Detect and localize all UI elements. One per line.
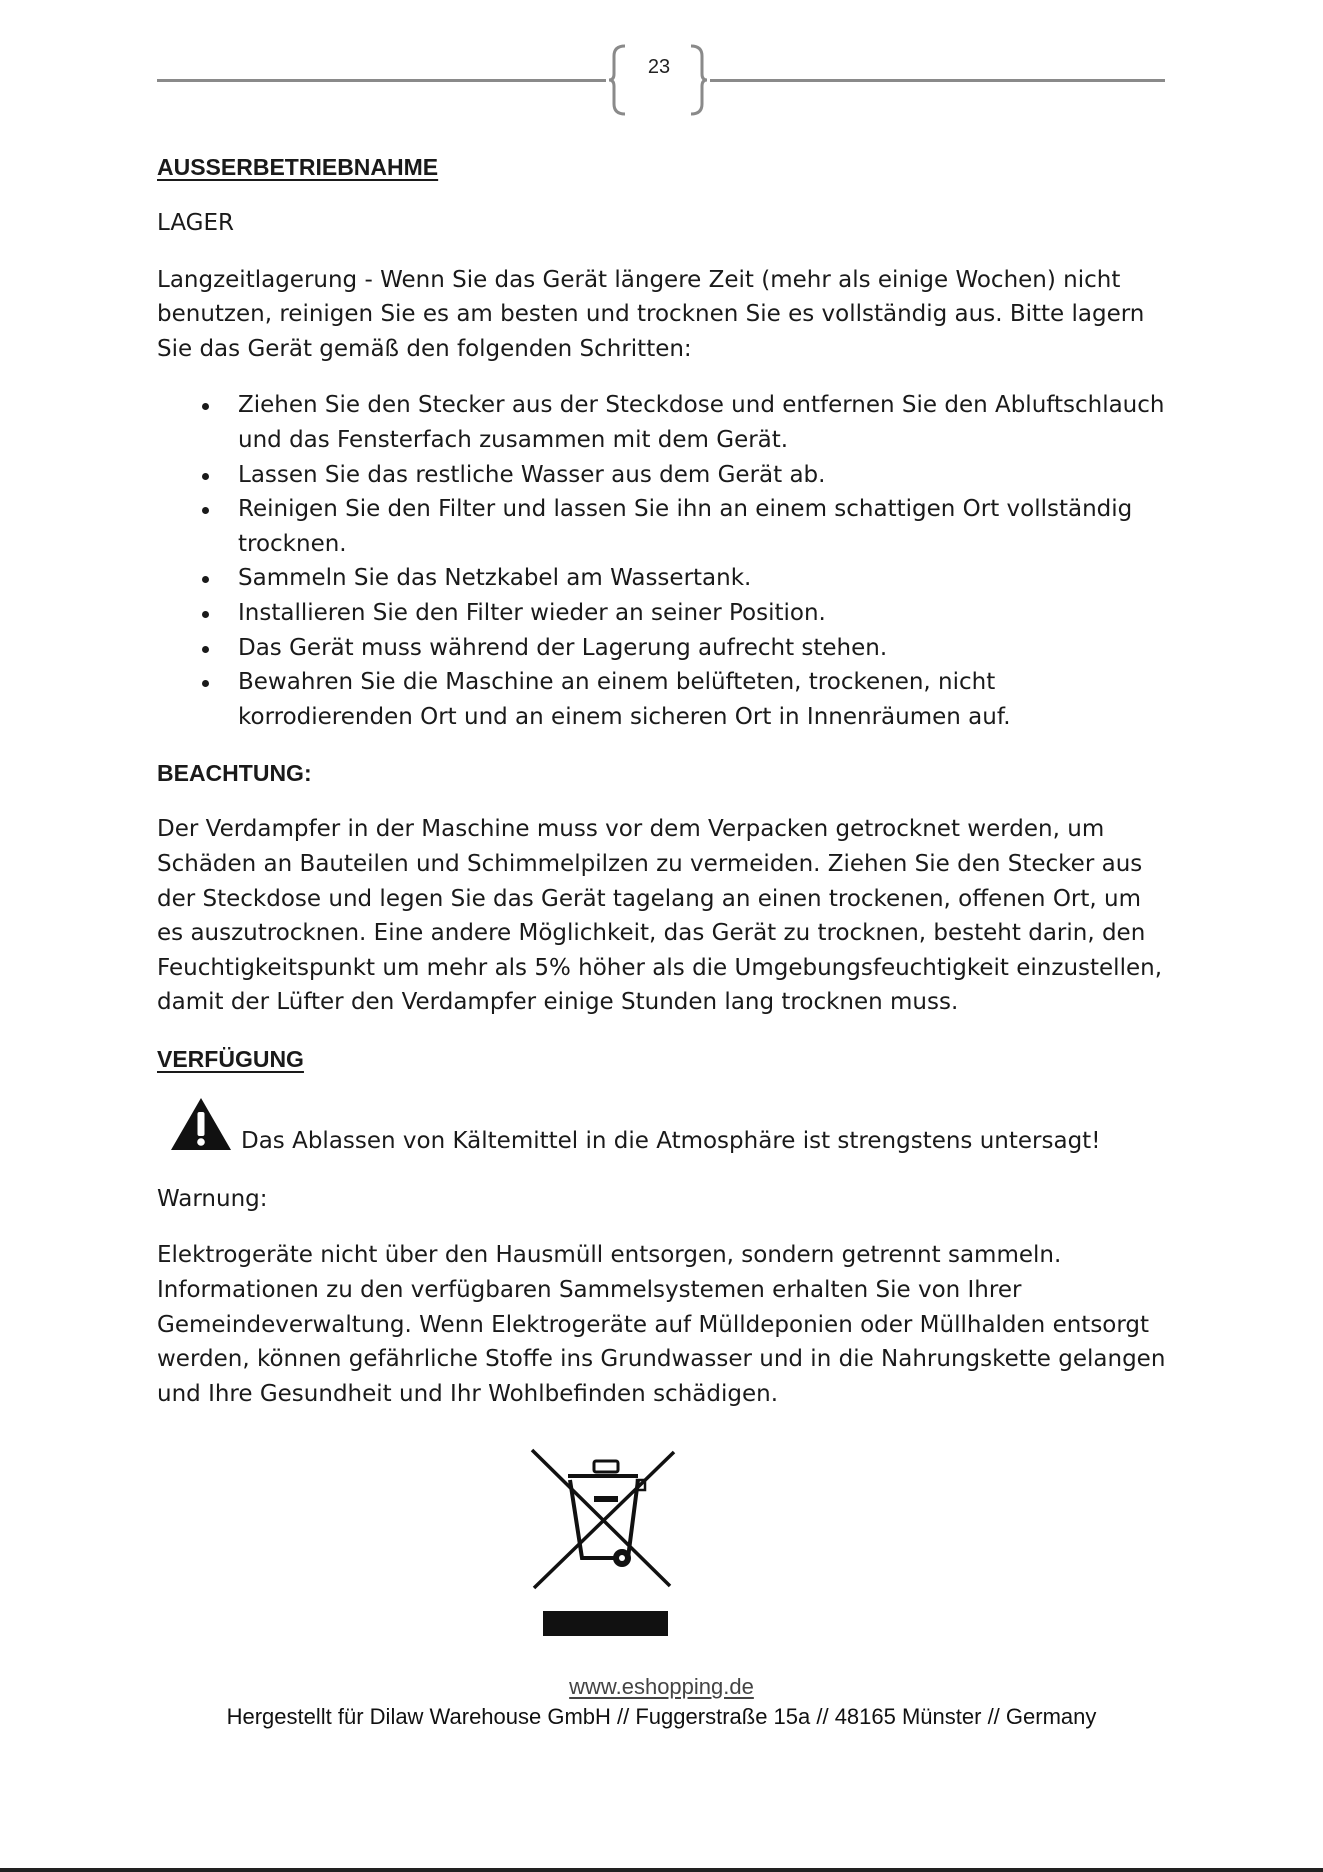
list-item: Ziehen Sie den Stecker aus der Steckdose und entfernen Sie den Abluftschlauch und das Fensterfach zusammen mit dem Gerät. xyxy=(157,388,1167,457)
disposal-heading: VERFÜGUNG xyxy=(157,1045,304,1072)
list-item: Das Gerät muss während der Lagerung aufrecht stehen. xyxy=(157,631,1167,666)
header-rule-left xyxy=(157,79,606,82)
disposal-text: Elektrogeräte nicht über den Hausmüll entsorgen, sondern getrennt sammeln. Informationen zu den verfügbaren Sammelsystemen erhalten Sie von Ihrer Gemeindeverwaltung. Wenn Elektrogeräte auf Mülldeponien oder Müllhalden entsorgt werden, können gefährliche Stoffe ins Grundwasser und in die Nahrungskette gelangen und Ihre Gesundheit und Ihr Wohlbefinden schädigen. xyxy=(157,1242,1166,1407)
bullet-icon xyxy=(202,611,209,618)
right-brace-icon xyxy=(688,44,708,116)
bullet-icon xyxy=(202,403,209,410)
header-rule-right xyxy=(710,79,1165,82)
bullet-icon xyxy=(202,473,209,480)
warning-triangle-icon xyxy=(169,1096,233,1152)
refrigerant-warning-text: Das Ablassen von Kältemittel in die Atmosphäre ist strengstens untersagt! xyxy=(241,1127,1101,1154)
note-text: Der Verdampfer in der Maschine muss vor dem Verpacken getrocknet werden, um Schäden an Bauteilen und Schimmelpilzen zu vermeiden. Ziehen Sie den Stecker aus der Steckdose und legen Sie das Gerät tagelang an einen trockenen, offenen Ort, um es auszutrocknen. Eine andere Möglichkeit, das Gerät zu trocknen, besteht darin, den Feuchtigkeitspunkt um mehr als 5% höher als die Umgebungsfeuchtigkeit einzustellen, damit der Lüfter den Verdampfer einige Stunden lang trocknen muss. xyxy=(157,816,1163,1016)
storage-intro: Langzeitlagerung - Wenn Sie das Gerät längere Zeit (mehr als einige Wochen) nicht benutzen, reinigen Sie es am besten und trocknen Sie es vollständig aus. Bitte lagern Sie das Gerät gemäß den folgenden Schritten: xyxy=(157,266,1145,362)
manufacturer-address: Hergestellt für Dilaw Warehouse GmbH // Fuggerstraße 15a // 48165 Münster // Germany xyxy=(226,1704,1097,1729)
page-number: 23 xyxy=(647,56,671,78)
warning-label: Warnung: xyxy=(157,1185,268,1212)
bullet-icon xyxy=(202,680,209,687)
bullet-icon xyxy=(202,646,209,653)
website-link[interactable]: www.eshopping.de xyxy=(569,1674,754,1699)
list-item: Lassen Sie das restliche Wasser aus dem Gerät ab. xyxy=(157,458,1167,493)
storage-steps-list xyxy=(157,388,1167,734)
bullet-icon xyxy=(202,507,209,514)
bottom-rule xyxy=(0,1868,1323,1872)
bullet-icon xyxy=(202,576,209,583)
list-item: Installieren Sie den Filter wieder an seiner Position. xyxy=(157,596,1167,631)
list-item: Sammeln Sie das Netzkabel am Wassertank. xyxy=(157,561,1167,596)
section-title: AUSSERBETRIEBNAHME xyxy=(157,154,439,180)
crossed-out-wheelie-bin-icon xyxy=(528,1446,678,1636)
list-item: Bewahren Sie die Maschine an einem belüfteten, trockenen, nicht korrodierenden Ort und an einem sicheren Ort in Innenräumen auf. xyxy=(157,665,1167,734)
note-heading: BEACHTUNG: xyxy=(157,760,312,787)
left-brace-icon xyxy=(608,44,628,116)
subsection-title: LAGER xyxy=(157,210,235,236)
page-content xyxy=(157,150,1167,1411)
list-item: Reinigen Sie den Filter und lassen Sie ihn an einem schattigen Ort vollständig trocknen. xyxy=(157,492,1167,561)
refrigerant-warning xyxy=(157,1096,1167,1158)
